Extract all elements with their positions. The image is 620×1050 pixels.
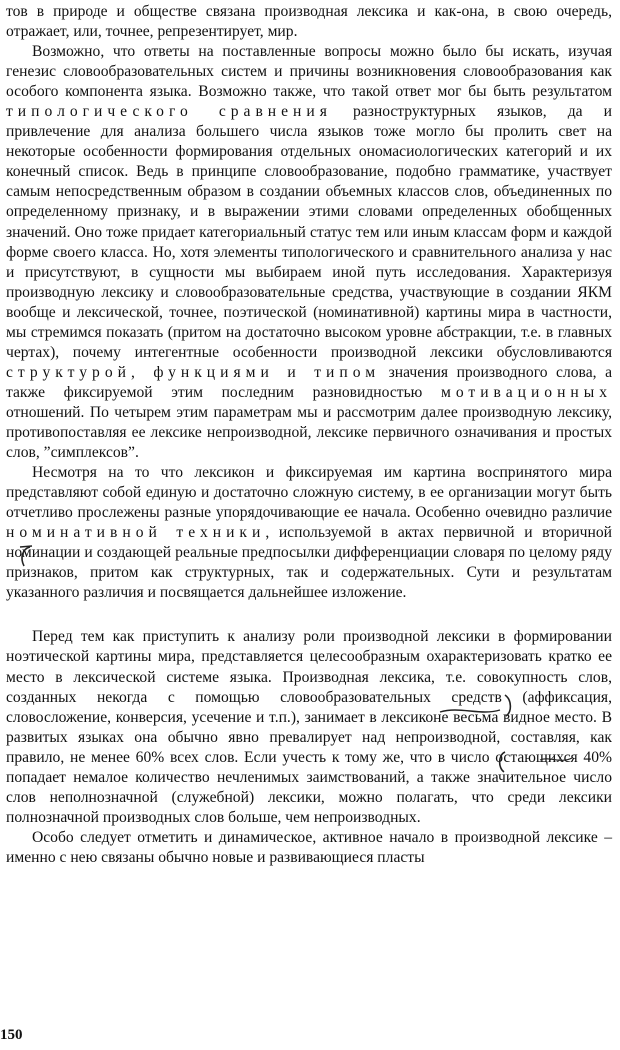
page-number: 150 <box>0 1027 23 1043</box>
paragraph-gap <box>6 603 612 627</box>
spaced-emphasis-text: номинативной техники <box>6 524 266 542</box>
spaced-emphasis-text: мотивационных <box>440 383 612 401</box>
paragraph <box>6 627 612 827</box>
paragraph-text: разноструктурных языков, да и привлечение для анализа большего числа языков тоже могло бы пролить свет на некоторые особенности формирования отдельных ономасиологических категорий и их конечный список. Ведь в принципе словообразование, подобно грамматике, участвует самым непосредственным образом в создании объемных классов слов, объединенных по определенному признаку, и в выражении этими словами определенных обобщенных значений. Оно тоже придает категориальный статус тем или иным классам форм и каждой форме своего класса. Но, хотя элементы типологического и сравнительного анализа у нас и присутствуют, в сущности мы выбираем иной путь исследования. Характеризуя производную лексику и словообразовательные средства, участвующие в создании ЯКМ вообще и лексической, точнее, поэтической (номинативной) картины мира в частности, мы стремимся показать (притом на достаточно высоком уровне абстракции, т.е. в главных чертах), почему интегентные особенности производной лексики обусловливаются <box>6 103 612 361</box>
paragraph <box>6 828 612 868</box>
paragraph-text: Несмотря на то что лексикон и фиксируемая им картина воспринятого мира представляют собой единую и достаточно сложную систему, в ее организации могут быть отчетливо прослежены разные упорядочивающие ее начала. Особенно очевидно различие <box>6 464 612 522</box>
paragraph-text: Возможно, что ответы на поставленные вопросы можно было бы искать, изучая генезис словообразовательных систем и причины возникновения словообразования как особого компонента языка. Возможно также, что такой ответ мог бы быть результатом <box>6 43 612 101</box>
body-text <box>6 2 612 868</box>
paragraph-text: значения производного слова, а также фиксируемой этим последним разновидностью <box>6 363 612 401</box>
paragraph <box>6 2 612 42</box>
paragraph <box>6 42 612 463</box>
paragraph-text: Перед тем как приступить к анализу роли производной лексики в формировании ноэтической картины мира, представляется целесообразным охарактеризовать кратко ее место в лексической системе языка. Производная лексика, т.е. совокупность слов, созданных некогда с помощью словообразовательных средств (аффиксация, словосложение, конверсия, усечение и т.п.), занимает в лексиконе весьма видное место. В развитых языках она обычно явно превалирует над непроизводной, составляя, как правило, не менее 60% всех слов. Если учесть к тому же, что в число остающихся 40% попадает немалое количество нечленимых заимствований, а также значительное число слов неполнозначной (служебной) лексики, можно полагать, что среди лексики полнозначной производных слов больше, чем непроизводных. <box>6 628 612 826</box>
paragraph-text: , используемой в актах первичной и вторичной номинации и создающей реальные предпосылки дифференциации словаря по целому ряду признаков, притом как структурных, так и содержательных. Сути и результатам указанного различия и посвящается дальнейшее изложение. <box>6 524 613 602</box>
paragraph-text: отношений. По четырем этим параметрам мы и рассмотрим далее производную лексику, противопоставляя ее лексике непроизводной, лексике первичного означивания и простых слов, ”симплексов”. <box>6 403 612 462</box>
paragraph <box>6 463 612 603</box>
paragraph-text: Особо следует отметить и динамическое, активное начало в производной лексике – именно с нею связаны обычно новые и развивающиеся пласты <box>6 828 612 866</box>
paragraph-text: тов в природе и обществе связана производная лексика и как-она, в свою очередь, отражает, или, точнее, репрезентирует, мир. <box>6 3 612 41</box>
spaced-emphasis-text: типологического сравнения <box>6 103 332 121</box>
spaced-emphasis-text: структурой, функциями и типом <box>6 363 381 381</box>
